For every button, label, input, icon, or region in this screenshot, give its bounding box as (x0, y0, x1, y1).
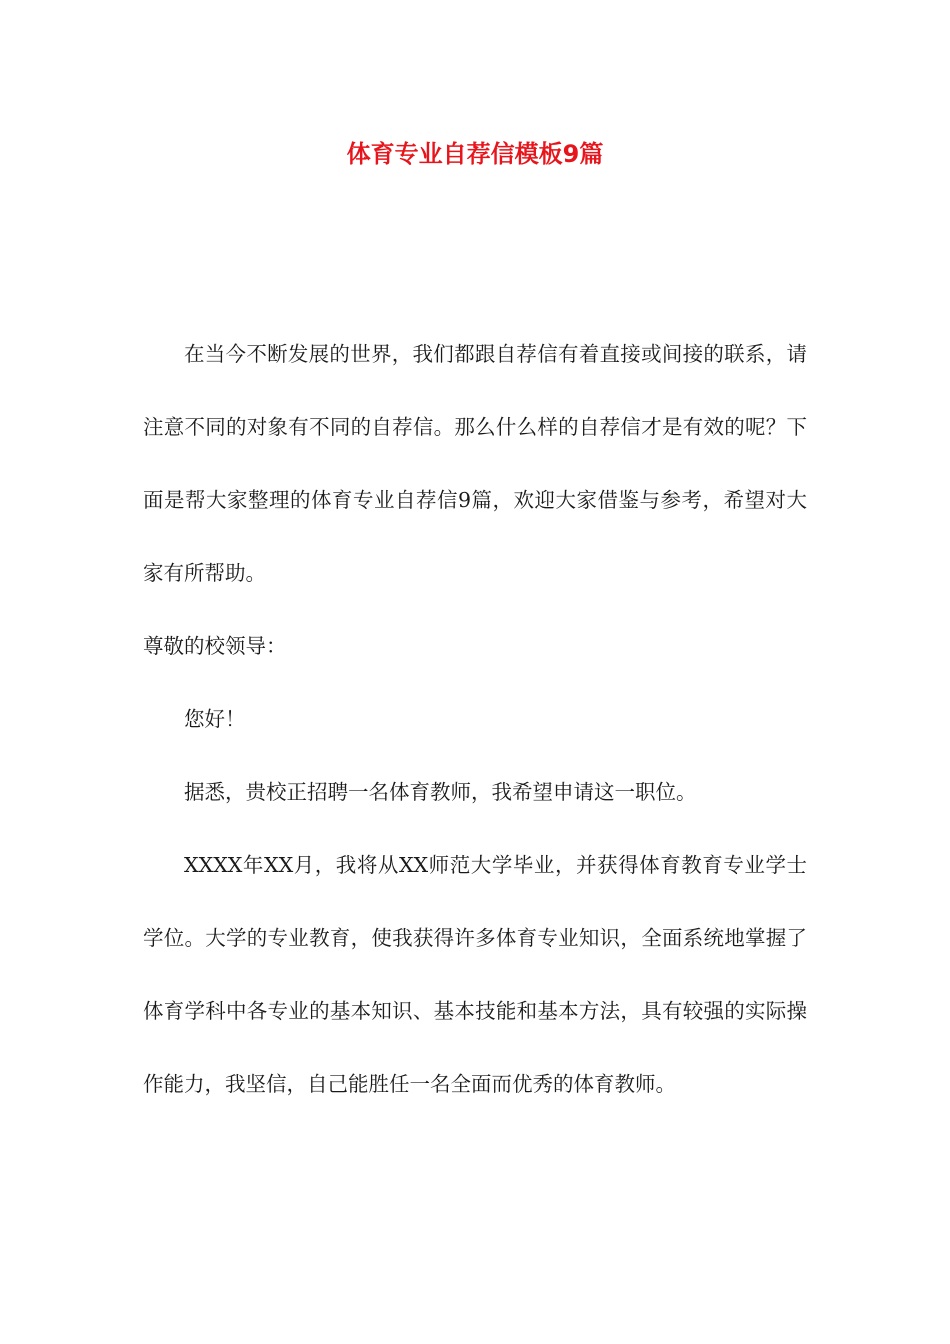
education-paragraph: XXXX年XX月，我将从XX师范大学毕业，并获得体育教育专业学士学位。大学的专业教育，使我获得许多体育专业知识，全面系统地掌握了体育学科中各专业的基本知识、基本技能和基本方法，具有较强的实际操作能力，我坚信，自己能胜任一名全面而优秀的体育教师。 (143, 853, 807, 1096)
salutation: 尊敬的校领导： (143, 634, 287, 658)
greeting: 您好！ (184, 707, 246, 731)
document-title: 体育专业自荐信模板9篇 (346, 140, 604, 168)
intro-paragraph: 在当今不断发展的世界，我们都跟自荐信有着直接或间接的联系，请注意不同的对象有不同的自荐信。那么什么样的自荐信才是有效的呢？下面是帮大家整理的体育专业自荐信9篇，欢迎大家借鉴与参考，希望对大家有所帮助。 (143, 342, 807, 585)
application-paragraph: 据悉，贵校正招聘一名体育教师，我希望申请这一职位。 (184, 780, 697, 804)
document-body (143, 318, 807, 1121)
